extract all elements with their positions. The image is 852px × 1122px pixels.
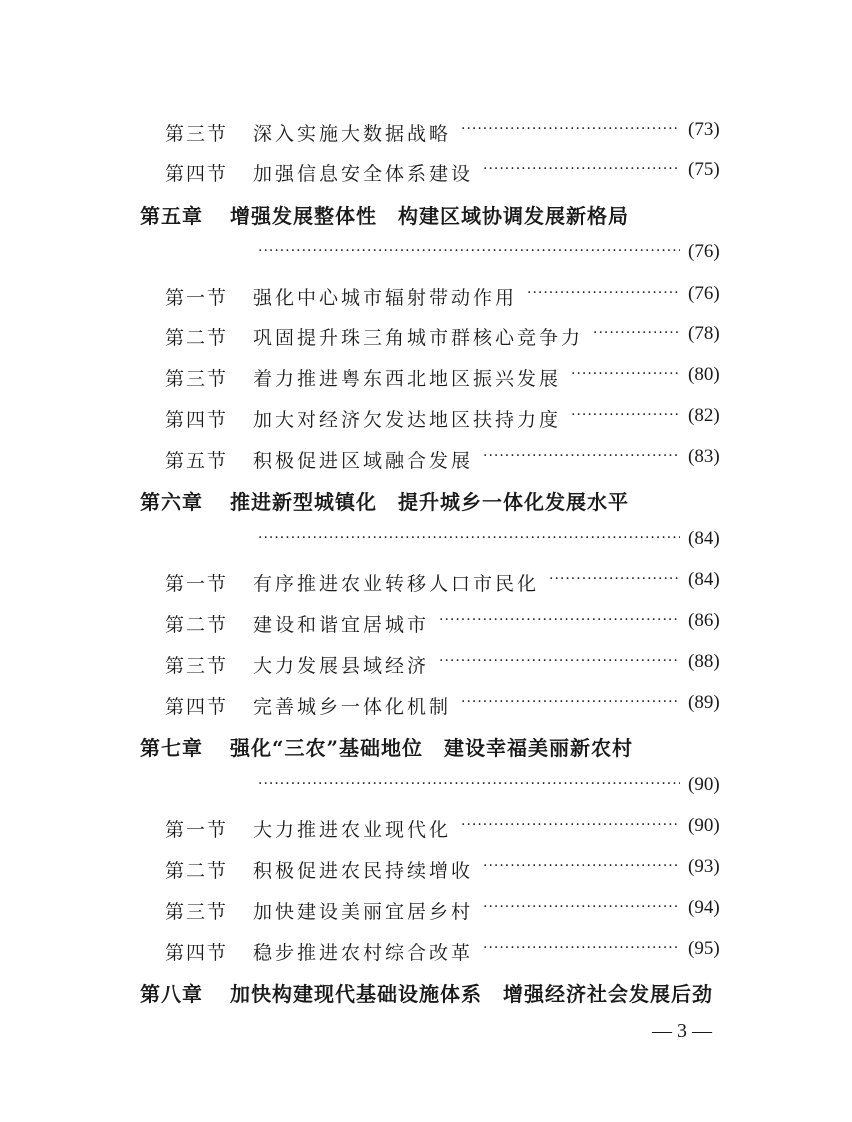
page-ref: (94)	[688, 897, 720, 918]
section-title: 着力推进粤东西北地区振兴发展	[253, 364, 567, 391]
toc-entry[interactable]	[0, 320, 852, 352]
page-ref: (93)	[688, 856, 720, 877]
section-number: 第四节	[165, 163, 229, 185]
section-number: 第三节	[165, 655, 229, 677]
dot-leader	[571, 412, 680, 418]
dot-leader	[461, 822, 680, 828]
section-number: 第二节	[165, 614, 229, 636]
page-ref: (76)	[688, 241, 720, 262]
section-number: 第二节	[165, 860, 229, 882]
dot-leader	[258, 781, 680, 787]
dot-leader	[483, 904, 680, 910]
section-title: 完善城乡一体化机制	[253, 692, 457, 719]
toc-entry[interactable]	[0, 402, 852, 434]
page-ref: (78)	[688, 323, 720, 344]
section-title: 强化中心城市辐射带动作用	[253, 283, 523, 310]
section-title: 加快建设美丽宜居乡村	[253, 897, 479, 924]
chapter-title: 增强发展整体性 构建区域协调发展新格局	[230, 204, 629, 228]
section-number: 第四节	[165, 696, 229, 718]
toc-chapter-heading[interactable]	[0, 199, 852, 231]
section-title: 加强信息安全体系建设	[253, 159, 479, 186]
page-ref: (76)	[688, 283, 720, 304]
section-title: 大力发展县域经济	[253, 651, 435, 678]
dot-leader	[549, 576, 680, 582]
page-ref: (80)	[688, 364, 720, 385]
toc-entry[interactable]	[0, 853, 852, 885]
toc-entry[interactable]	[0, 812, 852, 844]
toc-entry[interactable]	[0, 156, 852, 188]
section-title: 深入实施大数据战略	[253, 119, 457, 146]
page-ref: (83)	[688, 446, 720, 467]
page-ref: (73)	[688, 119, 720, 140]
page-ref: (84)	[688, 528, 720, 549]
chapter-title: 加快构建现代基础设施体系 增强经济社会发展后劲	[230, 982, 713, 1006]
toc-entry[interactable]	[0, 280, 852, 312]
dot-leader	[461, 126, 680, 132]
page-ref: (86)	[688, 610, 720, 631]
toc-entry[interactable]	[0, 935, 852, 967]
page-ref: (84)	[688, 569, 720, 590]
toc-entry[interactable]	[0, 894, 852, 926]
chapter-title: 推进新型城镇化 提升城乡一体化发展水平	[230, 490, 629, 514]
page-ref: (75)	[688, 159, 720, 180]
dot-leader	[258, 248, 680, 254]
dot-leader	[439, 617, 680, 623]
dot-leader	[258, 535, 680, 541]
dot-leader	[483, 945, 680, 951]
page-ref: (90)	[688, 815, 720, 836]
toc-chapter-page-line	[0, 525, 852, 557]
chapter-number: 第六章	[140, 490, 203, 514]
chapter-number: 第八章	[140, 982, 203, 1006]
section-title: 加大对经济欠发达地区扶持力度	[253, 405, 567, 432]
toc-entry[interactable]	[0, 607, 852, 639]
section-title: 大力推进农业现代化	[253, 815, 457, 842]
dot-leader	[483, 863, 680, 869]
section-title: 积极促进农民持续增收	[253, 856, 479, 883]
page-ref: (82)	[688, 405, 720, 426]
section-number: 第五节	[165, 450, 229, 472]
section-number: 第一节	[165, 287, 229, 309]
toc-entry[interactable]	[0, 566, 852, 598]
page-ref: (90)	[688, 774, 720, 795]
dot-leader	[439, 658, 680, 664]
toc-chapter-heading[interactable]	[0, 731, 852, 763]
page-ref: (95)	[688, 938, 720, 959]
section-title: 巩固提升珠三角城市群核心竞争力	[253, 323, 589, 350]
chapter-number: 第七章	[140, 736, 203, 760]
toc-chapter-heading[interactable]	[0, 977, 852, 1009]
page-number-footer: — 3 —	[652, 1020, 712, 1042]
section-title: 积极促进区域融合发展	[253, 446, 479, 473]
section-number: 第一节	[165, 573, 229, 595]
section-number: 第四节	[165, 409, 229, 431]
dot-leader	[483, 166, 680, 172]
toc-chapter-page-line	[0, 238, 852, 270]
section-title: 有序推进农业转移人口市民化	[253, 569, 545, 596]
toc-entry[interactable]	[0, 361, 852, 393]
section-number: 第二节	[165, 327, 229, 349]
section-number: 第三节	[165, 368, 229, 390]
chapter-number: 第五章	[140, 204, 203, 228]
section-number: 第四节	[165, 942, 229, 964]
dot-leader	[593, 330, 680, 336]
section-title: 稳步推进农村综合改革	[253, 938, 479, 965]
section-number: 第三节	[165, 123, 229, 145]
toc-entry[interactable]	[0, 116, 852, 148]
dot-leader	[461, 699, 680, 705]
section-title: 建设和谐宜居城市	[253, 610, 435, 637]
toc-chapter-page-line	[0, 771, 852, 803]
section-number: 第三节	[165, 901, 229, 923]
section-number: 第一节	[165, 819, 229, 841]
dot-leader	[571, 371, 680, 377]
toc-entry[interactable]	[0, 689, 852, 721]
page-ref: (89)	[688, 692, 720, 713]
page-ref: (88)	[688, 651, 720, 672]
dot-leader	[483, 453, 680, 459]
chapter-title: 强化“三农”基础地位 建设幸福美丽新农村	[230, 736, 634, 760]
toc-entry[interactable]	[0, 443, 852, 475]
dot-leader	[527, 290, 680, 296]
toc-chapter-heading[interactable]	[0, 485, 852, 517]
toc-entry[interactable]	[0, 648, 852, 680]
